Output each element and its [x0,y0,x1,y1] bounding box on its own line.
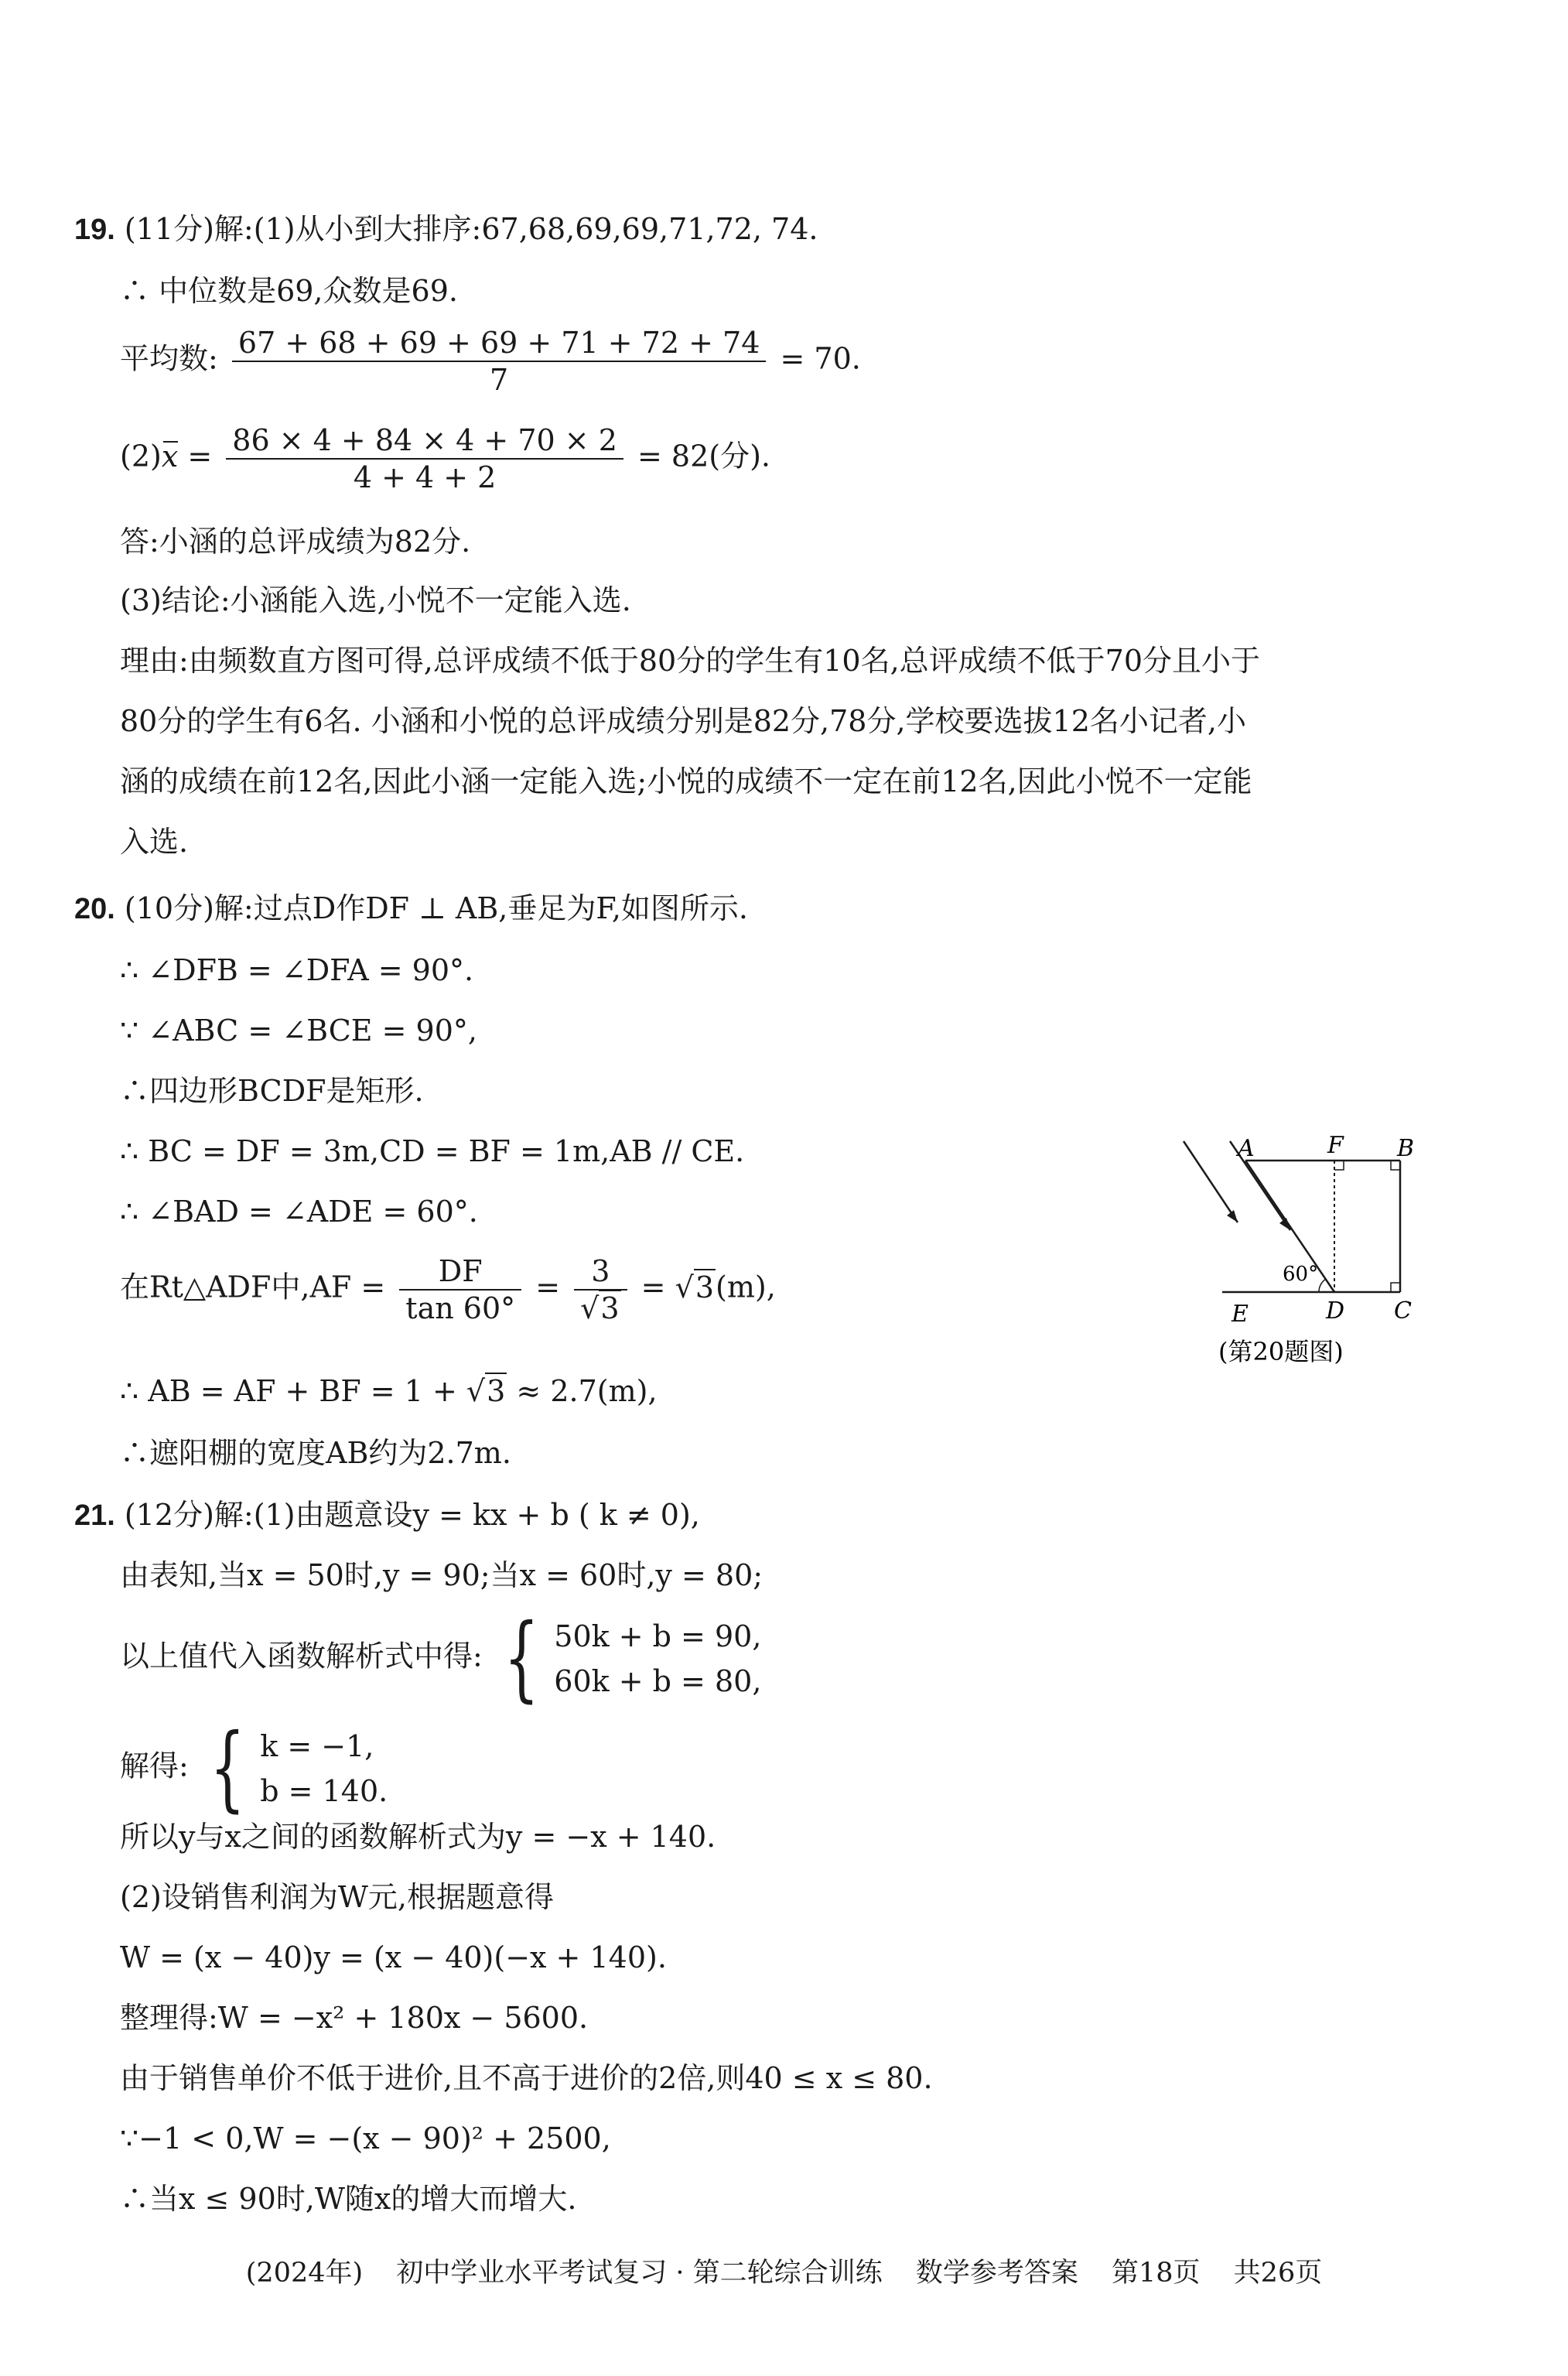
q20-header-line [74,890,748,928]
q20-af-denominator: tan 60° [405,1291,516,1325]
q20-number: 20. [74,893,115,925]
footer-year: (2024年) [245,2258,364,2289]
q19-reason-3: 涵的成绩在前12名,因此小涵一定能入选;小悦的成绩不一定在前12名,因此小悦不一定能 [120,764,1252,798]
q20-line-7-radical: √3 [466,1374,506,1408]
sun-ray-1 [1184,1141,1238,1222]
q19-part2-label: (2) [120,439,162,473]
q21-system-2-lines [260,1724,388,1814]
q19-mean-result: = 70. [780,341,861,376]
q21-system-2-brace: { [210,1714,245,1822]
q20-line-6-end-eq: = [641,1270,666,1304]
label-B: B [1397,1135,1415,1162]
q20-line-6-eq: = [535,1270,561,1304]
figure-caption: (第20题图) [1218,1337,1344,1366]
q20-sqrt-fraction [574,1253,627,1326]
q20-sqrt-denominator [574,1291,627,1326]
q21-header-line [74,1496,700,1534]
q19-header: (11分)解:(1)从小到大排序:67,68,69,69,71,72, 74. [124,212,818,246]
q21-line-10: ∴当x ≤ 90时,W随x的增大而增大. [120,2182,577,2216]
q20-line-5: ∴ ∠BAD = ∠ADE = 60°. [120,1195,478,1229]
q20-line-1: ∴ ∠DFB = ∠DFA = 90°. [120,953,474,987]
q19-mean-fraction [232,325,766,398]
page-footer [0,2251,1568,2290]
q19-part2-denominator: 4 + 4 + 2 [353,460,497,494]
q20-line-6-unit: (m), [716,1270,776,1304]
right-angle-C [1391,1283,1400,1292]
q19-part2-eq: = [187,439,213,473]
q20-line-8: ∴遮阳棚的宽度AB约为2.7m. [120,1436,511,1470]
q19-header-line [74,210,818,248]
label-E: E [1232,1301,1249,1328]
q19-part2-line [120,422,770,495]
footer-title: 初中学业水平考试复习 · 第二轮综合训练 [396,2258,883,2289]
q21-line-8: 由于销售单价不低于进价,且不高于进价的2倍,则40 ≤ x ≤ 80. [120,2061,933,2095]
q21-line-3 [120,1714,388,1822]
q21-line-1: 由表知,当x = 50时,y = 90;当x = 60时,y = 80; [120,1558,764,1592]
q21-header: (12分)解:(1)由题意设y = kx + b ( k ≠ 0), [124,1498,700,1532]
q19-mean-label: 平均数: [120,341,218,376]
q21-system-2-eq2: b = 140. [260,1774,388,1808]
q20-af-fraction [399,1253,521,1326]
label-D: D [1326,1297,1345,1325]
q21-line-4: 所以y与x之间的函数解析式为y = −x + 140. [120,1820,716,1854]
q19-reason-1: 理由:由频数直方图可得,总评成绩不低于80分的学生有10名,总评成绩不低于70分且小于 [120,644,1261,678]
q20-line-7-pre: ∴ AB = AF + BF = 1 + [120,1374,457,1408]
q19-number: 19. [74,214,115,246]
q20-line-4: ∴ BC = DF = 3m,CD = BF = 1m,AB // CE. [120,1134,745,1168]
q19-part2-numerator: 86 × 4 + 84 × 4 + 70 × 2 [226,422,623,460]
label-C: C [1394,1297,1412,1325]
q19-answer: 答:小涵的总评成绩为82分. [120,525,471,559]
q21-line-3-pre: 解得: [120,1749,189,1783]
q19-mean-numerator: 67 + 68 + 69 + 69 + 71 + 72 + 74 [232,325,766,362]
q21-line-9: ∵−1 < 0,W = −(x − 90)² + 2500, [120,2121,611,2155]
q21-line-5: (2)设销售利润为W元,根据题意得 [120,1880,554,1914]
q20-line-7-post: ≈ 2.7(m), [516,1374,658,1408]
q20-sqrt-den-radicand: 3 [600,1291,620,1325]
q20-line-7-radicand: 3 [487,1374,506,1408]
q20-af-numerator: DF [399,1253,521,1291]
q21-line-7: 整理得:W = −x² + 180x − 5600. [120,2001,589,2035]
q19-part3: (3)结论:小涵能入选,小悦不一定能入选. [120,583,631,617]
q19-reason-4: 入选. [120,825,189,859]
q21-line-6: W = (x − 40)y = (x − 40)(−x + 140). [120,1940,667,1974]
q21-system-1-eq2: 60k + b = 80, [554,1664,762,1698]
q19-xbar: x [161,439,179,473]
q20-line-7 [120,1373,658,1410]
footer-page: 第18页 [1111,2258,1201,2289]
q20-line-3: ∴四边形BCDF是矩形. [120,1074,424,1108]
q20-sqrt-den-radical: √3 [580,1291,620,1325]
q21-system-1-eq1: 50k + b = 90, [554,1619,762,1653]
footer-subject: 数学参考答案 [915,2258,1078,2289]
q20-line-6-pre: 在Rt△ADF中,AF = [120,1270,386,1304]
q20-line-2: ∵ ∠ABC = ∠BCE = 90°, [120,1014,477,1048]
label-F: F [1327,1132,1344,1159]
q21-line-2 [120,1605,762,1712]
q19-median-line: ∴ 中位数是69,众数是69. [120,274,458,308]
sun-ray-1-arrow [1227,1210,1238,1222]
angle-arc-D [1319,1279,1326,1292]
q21-system-1-brace: { [504,1605,539,1712]
q21-number: 21. [74,1499,115,1532]
q20-sqrt-numerator: 3 [574,1253,627,1291]
q21-system-1-lines [554,1614,761,1704]
q21-system-2-eq1: k = −1, [260,1729,374,1763]
footer-total: 共26页 [1233,2258,1323,2289]
q19-mean-line [120,325,861,398]
right-angle-F [1334,1161,1344,1170]
q20-line-6-radical: √3 [675,1270,715,1304]
q21-system-2 [198,1714,388,1822]
q19-part2-fraction [226,422,623,495]
label-A: A [1238,1135,1255,1162]
q21-system-1 [492,1605,762,1712]
q20-line-6-radicand: 3 [695,1270,715,1304]
q19-reason-2: 80分的学生有6名. 小涵和小悦的总评成绩分别是82分,78分,学校要选拔12名小记者,小 [120,704,1246,738]
angle-label: 60° [1283,1263,1319,1286]
q21-line-2-pre: 以上值代入函数解析式中得: [120,1639,483,1673]
q20-header: (10分)解:过点D作DF ⊥ AB,垂足为F,如图所示. [124,891,748,925]
q19-part2-result: = 82(分). [637,439,770,473]
q19-mean-denominator: 7 [490,363,509,397]
q20-line-6 [120,1253,776,1326]
q20-figure [1160,1130,1423,1424]
